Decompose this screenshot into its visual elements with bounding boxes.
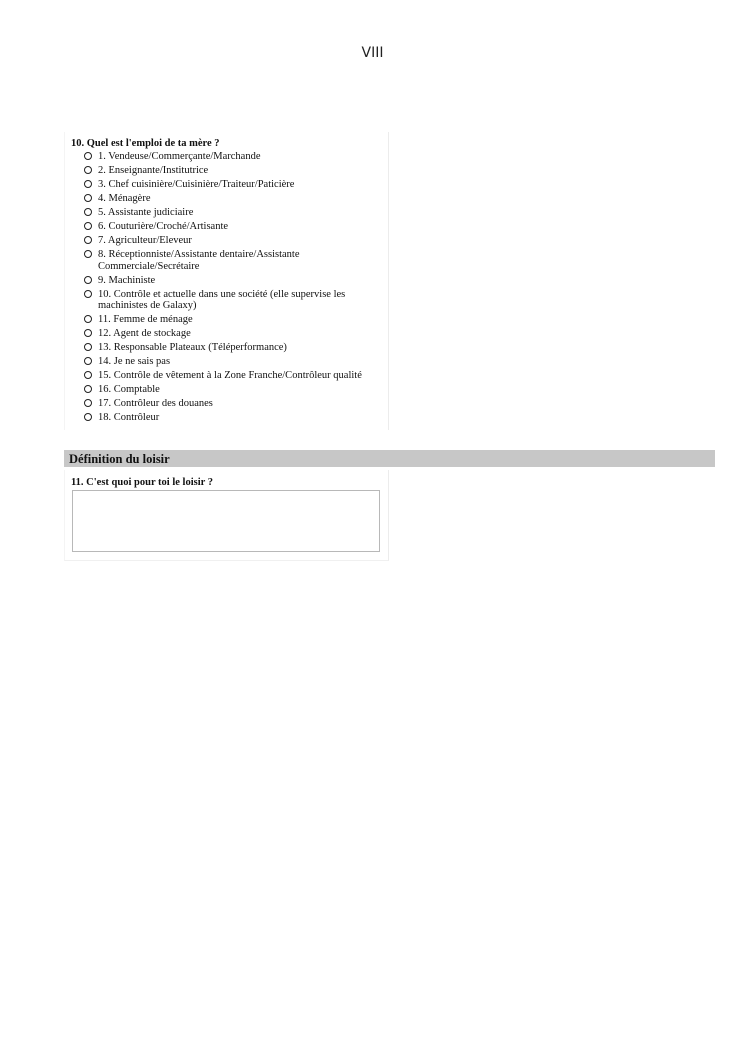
question-10-option[interactable] (71, 370, 370, 382)
radio-button-icon[interactable] (84, 385, 92, 393)
question-10-option[interactable] (71, 398, 370, 410)
option-label: 17. Contrôleur des douanes (98, 398, 213, 409)
radio-button-icon[interactable] (84, 413, 92, 421)
radio-button-icon[interactable] (84, 236, 92, 244)
option-label: 10. Contrôle et actuelle dans une société (elle supervise les machinistes de Galaxy) (98, 288, 346, 311)
radio-button-icon[interactable] (84, 343, 92, 351)
option-label: 12. Agent de stockage (98, 328, 191, 339)
question-10-block (64, 132, 389, 430)
question-11-block (64, 470, 389, 561)
question-11-answer-field[interactable] (72, 490, 380, 552)
option-label: 14. Je ne sais pas (98, 356, 171, 367)
question-10-option[interactable] (71, 207, 370, 219)
question-10-option[interactable] (71, 314, 370, 326)
option-label: 5. Assistante judiciaire (98, 207, 194, 218)
option-label: 2. Enseignante/Institutrice (98, 165, 209, 176)
question-10-option[interactable] (71, 328, 370, 340)
radio-button-icon[interactable] (84, 399, 92, 407)
question-10-option[interactable] (71, 342, 370, 354)
radio-button-icon[interactable] (84, 371, 92, 379)
radio-button-icon[interactable] (84, 208, 92, 216)
radio-button-icon[interactable] (84, 329, 92, 337)
radio-button-icon[interactable] (84, 152, 92, 160)
radio-button-icon[interactable] (84, 250, 92, 258)
question-10-option[interactable] (71, 235, 370, 247)
option-label: 13. Responsable Plateaux (Téléperformance) (98, 342, 287, 353)
question-10-option[interactable] (71, 165, 370, 177)
question-10-option[interactable] (71, 275, 370, 287)
radio-button-icon[interactable] (84, 222, 92, 230)
radio-button-icon[interactable] (84, 166, 92, 174)
question-10-option[interactable] (71, 221, 370, 233)
option-label: 16. Comptable (98, 384, 160, 395)
question-10-option[interactable] (71, 289, 370, 312)
radio-button-icon[interactable] (84, 180, 92, 188)
option-label: 18. Contrôleur (98, 412, 160, 423)
radio-button-icon[interactable] (84, 194, 92, 202)
question-10-options (71, 151, 388, 424)
radio-button-icon[interactable] (84, 315, 92, 323)
question-11-title: 11. C'est quoi pour toi le loisir ? (71, 477, 213, 488)
question-10-title: 10. Quel est l'emploi de ta mère ? (71, 138, 220, 149)
question-10-option[interactable] (71, 151, 370, 163)
option-label: 3. Chef cuisinière/Cuisinière/Traiteur/Paticière (98, 179, 295, 190)
question-10-option[interactable] (71, 193, 370, 205)
radio-button-icon[interactable] (84, 276, 92, 284)
question-10-option[interactable] (71, 384, 370, 396)
question-10-option[interactable] (71, 249, 370, 272)
radio-button-icon[interactable] (84, 357, 92, 365)
page-number: VIII (361, 45, 384, 61)
option-label: 15. Contrôle de vêtement à la Zone Franche/Contrôleur qualité (98, 370, 362, 381)
question-10-option[interactable] (71, 412, 370, 424)
option-label: 6. Couturière/Croché/Artisante (98, 221, 229, 232)
question-10-option[interactable] (71, 179, 370, 191)
option-label: 1. Vendeuse/Commerçante/Marchande (98, 151, 261, 162)
question-10-option[interactable] (71, 356, 370, 368)
option-label: 8. Réceptionniste/Assistante dentaire/Assistante Commerciale/Secrétaire (98, 249, 300, 272)
radio-button-icon[interactable] (84, 290, 92, 298)
option-label: 4. Ménagère (98, 193, 151, 204)
option-label: 7. Agriculteur/Eleveur (98, 235, 192, 246)
section-header-definition-loisir: Définition du loisir (64, 450, 715, 467)
option-label: 11. Femme de ménage (98, 314, 193, 325)
option-label: 9. Machiniste (98, 274, 156, 286)
